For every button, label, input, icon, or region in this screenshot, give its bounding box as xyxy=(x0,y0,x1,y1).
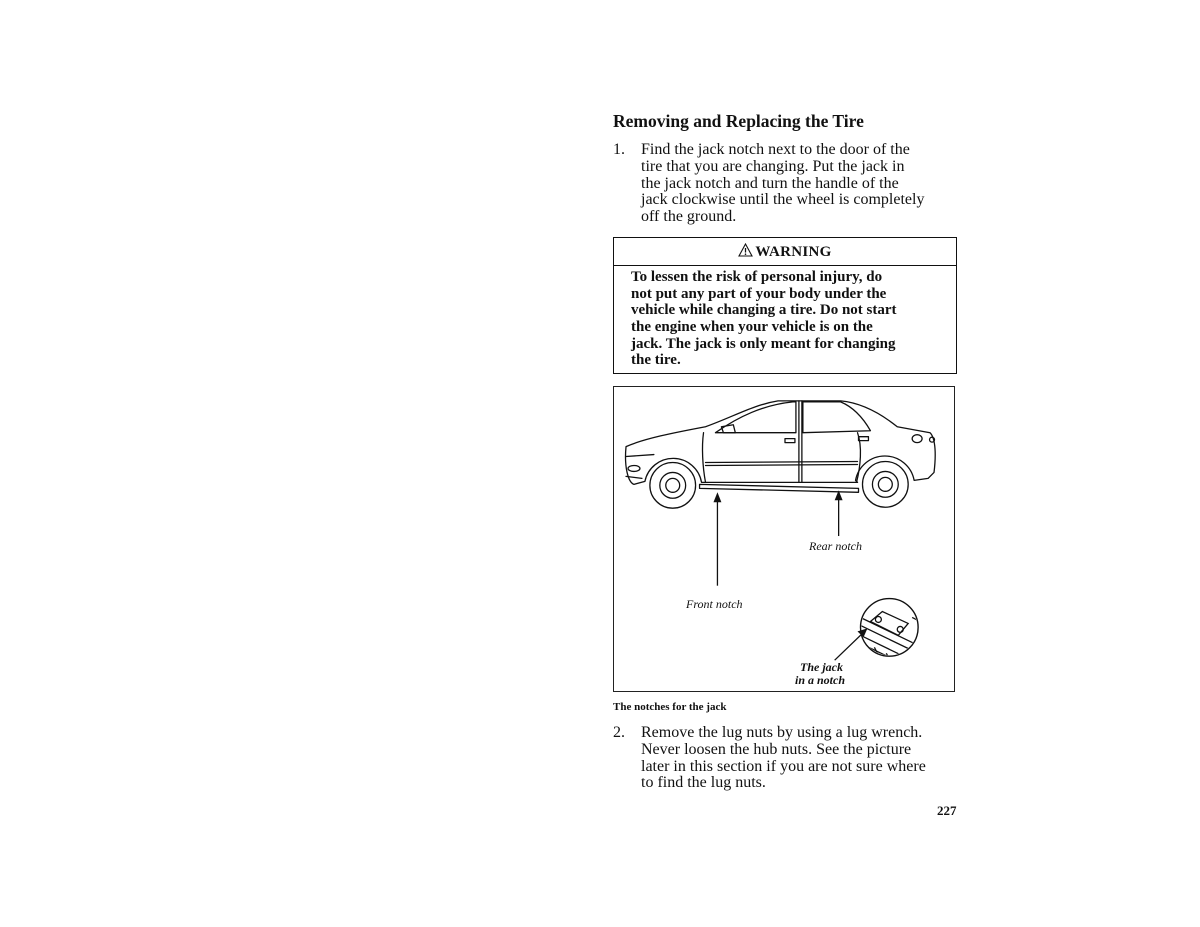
warning-line: not put any part of your body under the xyxy=(631,285,887,302)
step-line: later in this section if you are not sure where xyxy=(641,757,926,775)
figure-caption: The notches for the jack xyxy=(613,701,727,713)
warning-line: the engine when your vehicle is on the xyxy=(631,319,873,336)
jack-label-line1: The jack xyxy=(800,660,843,674)
warning-box xyxy=(613,237,957,374)
warning-line: To lessen the risk of personal injury, do xyxy=(631,269,883,285)
step-line: jack clockwise until the wheel is completely xyxy=(641,191,925,209)
jack-inset-detail xyxy=(835,599,924,674)
step-number: 2. xyxy=(613,724,625,741)
rear-notch-arrow xyxy=(835,490,843,536)
section-title: Removing and Replacing the Tire xyxy=(613,111,864,131)
jack-notch-figure xyxy=(613,386,955,692)
step-number: 1. xyxy=(613,141,625,158)
step-line: Remove the lug nuts by using a lug wrench. xyxy=(641,724,923,741)
page-number: 227 xyxy=(937,803,957,818)
jack-label-line2: in a notch xyxy=(795,673,846,687)
front-notch-arrow xyxy=(713,492,721,585)
warning-title: WARNING xyxy=(755,243,832,260)
rear-notch-label: Rear notch xyxy=(809,539,862,553)
warning-text xyxy=(631,269,897,369)
warning-line: jack. The jack is only meant for changing xyxy=(631,335,896,352)
step-line: Find the jack notch next to the door of the xyxy=(641,141,910,158)
warning-line: vehicle while changing a tire. Do not start xyxy=(631,302,897,319)
warning-line: the tire. xyxy=(631,352,681,369)
step-line: tire that you are changing. Put the jack in xyxy=(641,157,905,175)
warning-header xyxy=(614,238,956,266)
step-line: to find the lug nuts. xyxy=(641,774,766,792)
step-text xyxy=(641,142,924,226)
warning-triangle-icon xyxy=(738,243,753,257)
front-notch-label: Front notch xyxy=(686,597,743,611)
step-line: Never loosen the hub nuts. See the picture xyxy=(641,740,912,758)
step-line: off the ground. xyxy=(641,208,737,225)
car-side-illustration xyxy=(614,387,954,691)
step-text xyxy=(641,725,926,792)
step-line: the jack notch and turn the handle of the xyxy=(641,174,899,192)
